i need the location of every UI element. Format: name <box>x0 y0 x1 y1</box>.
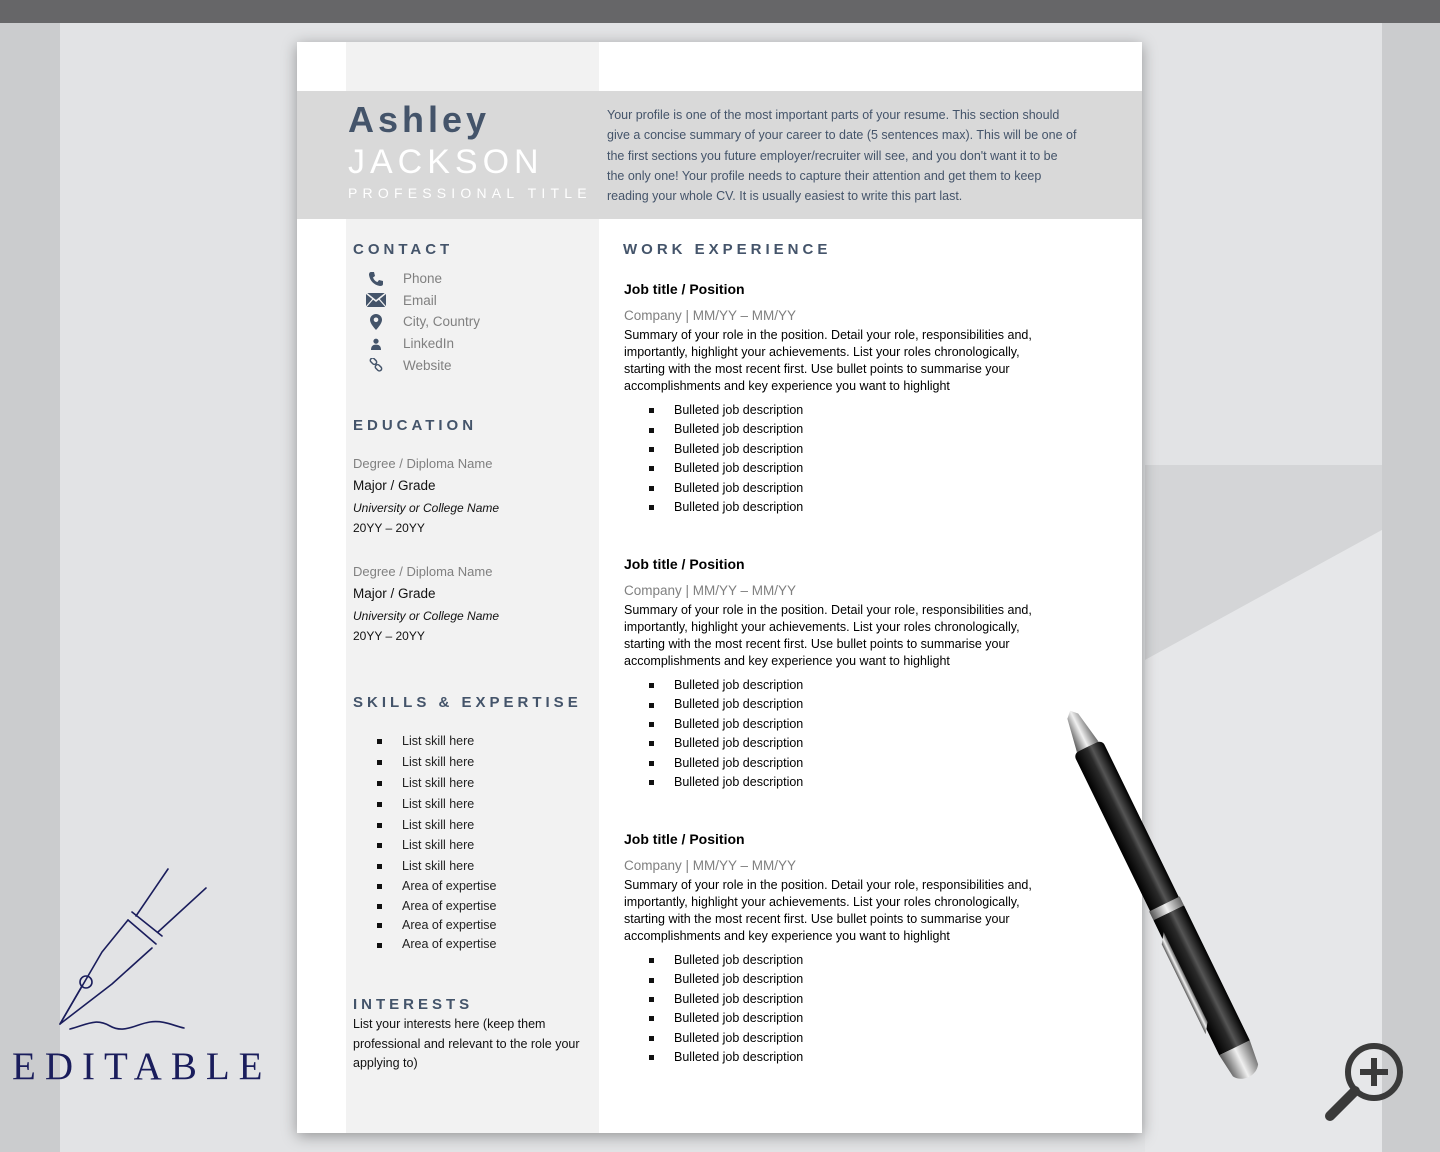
bullet-square-icon <box>649 722 654 727</box>
profile-summary: Your profile is one of the most important parts of your resume. This section should give a concise summary of your career to date (5 sentences max). This will be one of the first sections you future employer/recruiter will see, and you don't want it to be the only one! Your profile needs to capture their attention and get them to keep reading your whole CV. It is usually easiest to write this part last. <box>607 108 1077 204</box>
bullet-square-icon <box>649 683 654 688</box>
contact-label: LinkedIn <box>403 336 455 352</box>
education-years: 20YY – 20YY <box>353 629 425 643</box>
expertise-item: Area of expertise <box>377 877 497 896</box>
bullet-square-icon <box>649 1036 654 1041</box>
job-bullet-list <box>649 401 1054 517</box>
contact-item-linkedin <box>365 333 480 355</box>
bullet-square-icon <box>649 958 654 963</box>
phone-icon <box>365 271 387 287</box>
job-bullet: Bulleted job description <box>649 951 1054 970</box>
job-bullet: Bulleted job description <box>649 420 1054 439</box>
job-summary: Summary of your role in the position. Detail your role, responsibilities and, importantly, highlight your achievements. List your roles chronologically, starting with the most recent first. Use bullet points to summarise your accomplishments and key experience you want to highlight <box>624 878 1032 943</box>
contact-item-website <box>365 354 480 376</box>
job-entry <box>624 831 1054 1067</box>
skill-item: List skill here <box>377 773 497 794</box>
ballpoint-pen-icon <box>1040 690 1280 1100</box>
bullet-square-icon <box>649 1055 654 1060</box>
university-name: University or College Name <box>353 501 500 515</box>
contact-label: Website <box>403 357 452 373</box>
job-bullet: Bulleted job description <box>649 440 1054 459</box>
link-icon <box>365 357 387 373</box>
bullet-square-icon <box>377 864 382 869</box>
contact-item-location <box>365 311 480 333</box>
education-entry <box>353 456 499 535</box>
skill-item: List skill here <box>377 835 497 856</box>
education-years: 20YY – 20YY <box>353 521 425 535</box>
bullet-square-icon <box>377 823 382 828</box>
contact-label: Phone <box>403 271 443 287</box>
skill-item: List skill here <box>377 752 497 773</box>
contact-item-email <box>365 290 480 312</box>
expertise-item: Area of expertise <box>377 935 497 954</box>
skill-item: List skill here <box>377 856 497 877</box>
job-company-dates: Company | MM/YY – MM/YY <box>624 308 797 323</box>
first-name: Ashley <box>348 99 491 140</box>
professional-title: PROFESSIONAL TITLE <box>348 185 592 201</box>
bullet-square-icon <box>649 486 654 491</box>
job-bullet: Bulleted job description <box>649 773 1054 792</box>
major-grade: Major / Grade <box>353 586 436 601</box>
job-bullet: Bulleted job description <box>649 715 1054 734</box>
bullet-square-icon <box>649 1016 654 1021</box>
zoom-in-icon[interactable] <box>1318 1040 1410 1124</box>
expertise-item: Area of expertise <box>377 916 497 935</box>
contact-heading: CONTACT <box>353 241 454 258</box>
job-title: Job title / Position <box>624 831 745 847</box>
email-icon <box>365 292 387 308</box>
job-bullet: Bulleted job description <box>649 1029 1054 1048</box>
bullet-square-icon <box>649 505 654 510</box>
bullet-square-icon <box>377 760 382 765</box>
education-heading: EDUCATION <box>353 417 478 434</box>
bullet-square-icon <box>377 884 382 889</box>
contact-list <box>365 268 480 376</box>
bullet-square-icon <box>377 781 382 786</box>
job-entry <box>624 281 1054 517</box>
skills-list <box>377 731 497 955</box>
expertise-item: Area of expertise <box>377 897 497 916</box>
location-pin-icon <box>365 314 387 330</box>
contact-label: City, Country <box>403 314 481 330</box>
job-entry <box>624 556 1054 792</box>
last-name: JACKSON <box>348 143 544 181</box>
contact-item-phone <box>365 268 480 290</box>
work-experience-heading: WORK EXPERIENCE <box>623 241 832 258</box>
fountain-pen-icon <box>40 864 210 1039</box>
interests-text: List your interests here (keep them professional and relevant to the role your applying to) <box>353 1017 580 1071</box>
skill-item: List skill here <box>377 731 497 752</box>
bullet-square-icon <box>649 761 654 766</box>
job-bullet: Bulleted job description <box>649 1009 1054 1028</box>
job-bullet: Bulleted job description <box>649 676 1054 695</box>
bullet-square-icon <box>649 780 654 785</box>
interests-heading: INTERESTS <box>353 996 474 1013</box>
job-bullet: Bulleted job description <box>649 695 1054 714</box>
degree-name: Degree / Diploma Name <box>353 564 493 579</box>
job-bullet: Bulleted job description <box>649 754 1054 773</box>
job-bullet: Bulleted job description <box>649 479 1054 498</box>
job-bullet: Bulleted job description <box>649 459 1054 478</box>
bullet-square-icon <box>377 923 382 928</box>
editable-label: EDITABLE <box>12 1045 272 1088</box>
person-icon <box>365 336 387 352</box>
job-bullet: Bulleted job description <box>649 734 1054 753</box>
job-title: Job title / Position <box>624 556 745 572</box>
bullet-square-icon <box>649 978 654 983</box>
resume-page <box>297 42 1142 1133</box>
bullet-square-icon <box>377 904 382 909</box>
bullet-square-icon <box>377 739 382 744</box>
bullet-square-icon <box>649 428 654 433</box>
bullet-square-icon <box>377 943 382 948</box>
job-bullet-list <box>649 951 1054 1067</box>
job-bullet: Bulleted job description <box>649 401 1054 420</box>
skills-heading: SKILLS & EXPERTISE <box>353 694 582 711</box>
bullet-square-icon <box>649 997 654 1002</box>
contact-label: Email <box>403 292 437 308</box>
skill-item: List skill here <box>377 794 497 815</box>
bullet-square-icon <box>649 741 654 746</box>
job-bullet: Bulleted job description <box>649 970 1054 989</box>
education-entry <box>353 564 499 643</box>
bullet-square-icon <box>649 466 654 471</box>
bullet-square-icon <box>649 408 654 413</box>
job-bullet-list <box>649 676 1054 792</box>
job-bullet: Bulleted job description <box>649 1048 1054 1067</box>
bullet-square-icon <box>377 843 382 848</box>
job-summary: Summary of your role in the position. Detail your role, responsibilities and, importantly, highlight your achievements. List your roles chronologically, starting with the most recent first. Use bullet points to summarise your accomplishments and key experience you want to highlight <box>624 328 1032 393</box>
bullet-square-icon <box>649 703 654 708</box>
major-grade: Major / Grade <box>353 478 436 493</box>
job-title: Job title / Position <box>624 281 745 297</box>
bullet-square-icon <box>377 802 382 807</box>
job-company-dates: Company | MM/YY – MM/YY <box>624 583 797 598</box>
bullet-square-icon <box>649 447 654 452</box>
job-bullet: Bulleted job description <box>649 498 1054 517</box>
degree-name: Degree / Diploma Name <box>353 456 493 471</box>
skill-item: List skill here <box>377 815 497 836</box>
job-summary: Summary of your role in the position. Detail your role, responsibilities and, importantly, highlight your achievements. List your roles chronologically, starting with the most recent first. Use bullet points to summarise your accomplishments and key experience you want to highlight <box>624 603 1032 668</box>
job-company-dates: Company | MM/YY – MM/YY <box>624 858 797 873</box>
university-name: University or College Name <box>353 609 500 623</box>
job-bullet: Bulleted job description <box>649 990 1054 1009</box>
